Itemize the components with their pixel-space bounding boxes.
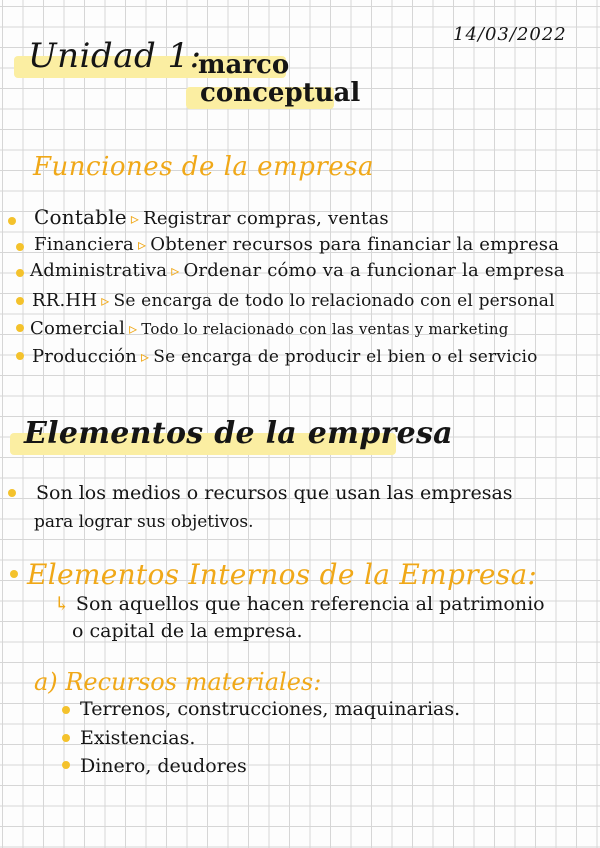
funcion-name: Contable xyxy=(34,205,127,229)
bullet-dot xyxy=(62,734,70,742)
internos-desc-line2: o capital de la empresa. xyxy=(72,620,303,642)
funcion-item xyxy=(32,290,555,311)
arrow-icon: ▹ xyxy=(141,347,150,366)
arrow-icon: ▹ xyxy=(129,319,138,338)
bullet-dot xyxy=(16,324,24,332)
bullet-dot xyxy=(8,217,16,225)
funcion-desc: Ordenar cómo va a funcionar la empresa xyxy=(183,260,565,281)
elementos-intro-line2: para lograr sus objetivos. xyxy=(34,512,254,532)
bullet-dot xyxy=(16,352,24,360)
funcion-item xyxy=(34,205,389,229)
recursos-materiales-heading: a) Recursos materiales: xyxy=(34,668,322,696)
funcion-desc: Se encarga de todo lo relacionado con el personal xyxy=(113,291,555,311)
funcion-item xyxy=(32,346,538,367)
funcion-name: Administrativa xyxy=(30,260,168,281)
elementos-heading: Elementos de la empresa xyxy=(24,416,453,451)
internos-desc-text: Son aquellos que hacen referencia al patrimonio xyxy=(75,593,545,615)
funcion-desc: Todo lo relacionado con las ventas y marketing xyxy=(141,320,509,338)
bullet-dot xyxy=(16,243,24,251)
funcion-name: RR.HH xyxy=(32,290,98,311)
funcion-item xyxy=(34,234,559,255)
arrow-icon: ▹ xyxy=(130,209,140,228)
bullet-dot xyxy=(62,761,70,769)
page-title-conceptual: conceptual xyxy=(200,78,361,108)
funcion-desc: Registrar compras, ventas xyxy=(143,208,389,229)
funcion-item xyxy=(30,318,509,339)
funciones-heading: Funciones de la empresa xyxy=(33,152,375,182)
internos-heading: Elementos Internos de la Empresa: xyxy=(27,558,538,591)
arrow-icon: ▹ xyxy=(101,291,110,310)
funcion-desc: Se encarga de producir el bien o el servicio xyxy=(153,347,538,367)
page-title-unit: Unidad 1: xyxy=(28,36,202,76)
recurso-item: Terrenos, construcciones, maquinarias. xyxy=(80,698,461,720)
bullet-dot xyxy=(8,489,16,497)
funcion-name: Producción xyxy=(32,346,138,367)
funcion-name: Comercial xyxy=(30,318,126,339)
bullet-dot xyxy=(10,570,18,578)
arrow-icon: ▹ xyxy=(171,261,180,280)
internos-desc-line1 xyxy=(54,593,545,615)
bullet-dot xyxy=(62,706,70,714)
sub-arrow-icon: ↳ xyxy=(54,593,70,615)
recurso-item: Existencias. xyxy=(80,727,196,749)
arrow-icon: ▹ xyxy=(138,235,147,254)
bullet-dot xyxy=(16,297,24,305)
bullet-dot xyxy=(16,269,24,277)
date-label: 14/03/2022 xyxy=(453,24,567,45)
recurso-item: Dinero, deudores xyxy=(80,755,247,777)
funcion-name: Financiera xyxy=(34,234,134,255)
page-title-marco: marco xyxy=(198,50,290,80)
elementos-intro-line1: Son los medios o recursos que usan las empresas xyxy=(36,482,513,504)
funcion-item xyxy=(30,260,565,281)
funcion-desc: Obtener recursos para financiar la empresa xyxy=(150,234,560,255)
